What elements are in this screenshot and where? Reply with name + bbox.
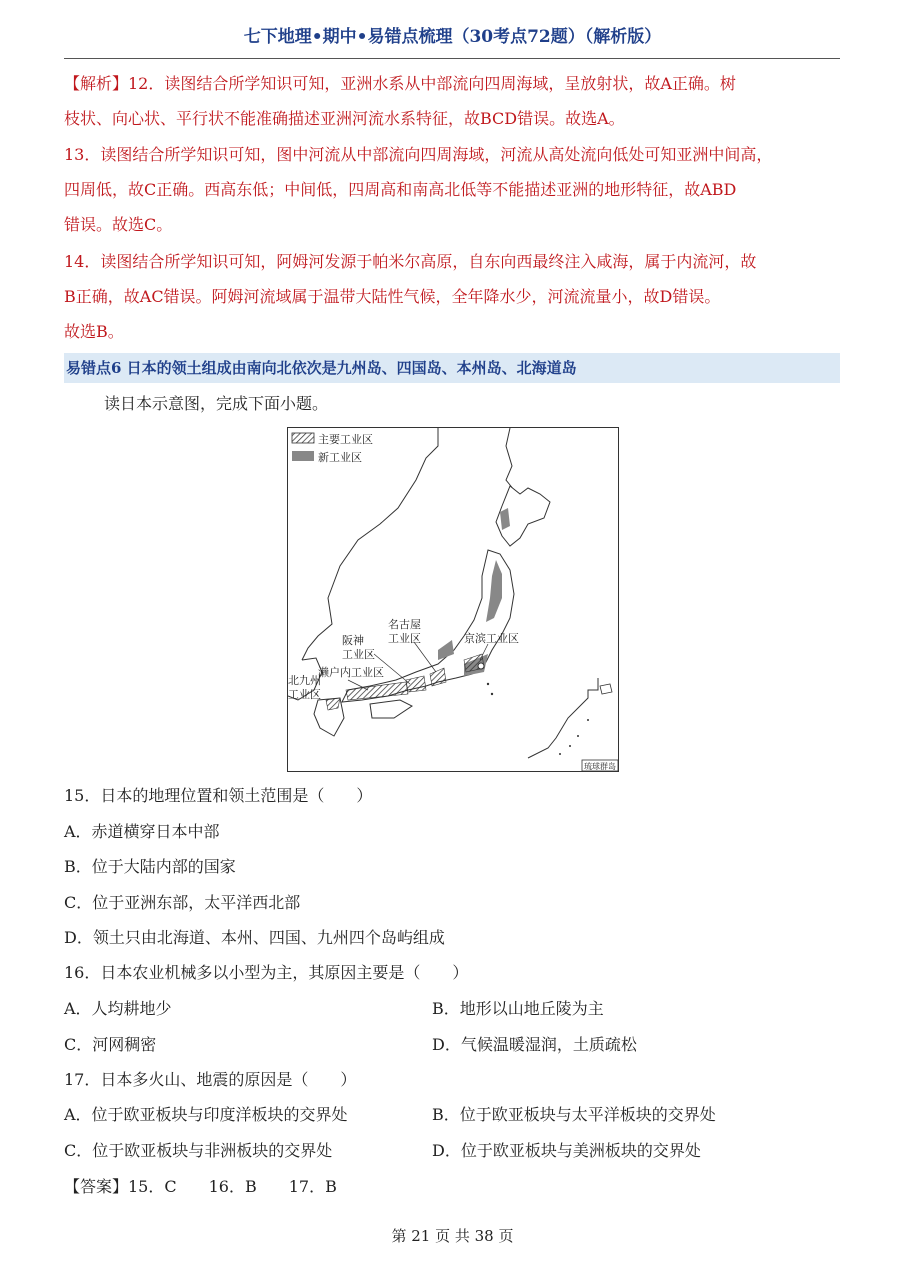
- honshu-island: [342, 550, 514, 702]
- q15-option-b: B．位于大陆内部的国家: [64, 857, 236, 876]
- ryukyu-island-dot: [559, 753, 561, 755]
- ryukyu-island: [600, 684, 612, 694]
- analysis-paragraph-14: [64, 244, 844, 349]
- ryukyu-island-dot: [577, 735, 579, 737]
- page-footer: [0, 1225, 905, 1246]
- hanshin-label-line1: 阪神: [342, 634, 364, 647]
- ryukyu-island-dot: [569, 745, 571, 747]
- header-rule: [64, 58, 840, 59]
- tokyo-marker: [478, 663, 484, 669]
- question-15: 15．日本的地理位置和领土范围是（ ）: [64, 786, 373, 805]
- japan-map-graphic: [288, 428, 618, 771]
- q15-option-a: A．赤道横穿日本中部: [64, 822, 220, 841]
- ryukyu-inset-border: [528, 678, 598, 758]
- q15-option-d: D．领土只由北海道、本州、四国、九州四个岛屿组成: [64, 928, 445, 947]
- legend-new-swatch: [292, 451, 314, 461]
- nagoya-label-line1: 名古屋: [388, 618, 421, 631]
- analysis-line: 枝状、向心状、平行状不能准确描述亚洲河流水系特征，故BCD错误。故选A。: [64, 109, 625, 128]
- page-number: 第 21 页 共 38 页: [391, 1227, 514, 1245]
- q17-option-b: B．位于欧亚板块与太平洋板块的交界处: [432, 1105, 716, 1124]
- analysis-paragraph-13: [64, 137, 844, 242]
- kitakyushu-industrial-area: [326, 698, 340, 710]
- q16-option-c: C．河网稠密: [64, 1035, 157, 1054]
- document-header: 七下地理•期中•易错点梳理（30考点72题）（解析版）: [243, 27, 662, 47]
- q17-option-d: D．位于欧亚板块与美洲板块的交界处: [432, 1141, 701, 1160]
- sakhalin-coastline: [506, 428, 514, 490]
- ryukyu-island-dot: [587, 719, 589, 721]
- nagoya-label-line2: 工业区: [388, 632, 421, 645]
- question-17: 17．日本多火山、地震的原因是（ ）: [64, 1070, 357, 1089]
- q16-option-b: B．地形以山地丘陵为主: [432, 999, 604, 1018]
- analysis-line: 【解析】12．读图结合所学知识可知，亚洲水系从中部流向四周海域，呈放射状，故A正确。树: [64, 74, 736, 93]
- shikoku-island: [370, 700, 412, 718]
- analysis-line: B正确，故AC错误。阿姆河流域属于温带大陆性气候，全年降水少，河流流量小，故D错误。: [64, 287, 721, 306]
- legend-new-label: 新工业区: [318, 451, 362, 464]
- kitakyushu-label-line2: 工业区: [288, 688, 321, 701]
- kitakyushu-label-line1: 北九州: [288, 674, 321, 687]
- q17-option-c: C．位于欧亚板块与非洲板块的交界处: [64, 1141, 333, 1160]
- section-heading: 易错点6 日本的领土组成由南向北依次是九州岛、四国岛、本州岛、北海道岛: [64, 353, 840, 383]
- analysis-line: 四周低，故C正确。西高东低；中间低，四周高和南高北低等不能描述亚洲的地形特征，故ABD: [64, 180, 737, 199]
- analysis-line: 错误。故选C。: [64, 215, 173, 234]
- q16-option-a: A．人均耕地少: [64, 999, 172, 1018]
- legend-main-label: 主要工业区: [318, 433, 373, 446]
- q15-option-c: C．位于亚洲东部，太平洋西北部: [64, 893, 301, 912]
- analysis-line: 故选B。: [64, 322, 124, 341]
- izu-island-dot: [491, 693, 493, 695]
- izu-island-dot: [487, 683, 489, 685]
- answer-key: 【答案】15．C 16．B 17．B: [64, 1177, 337, 1196]
- analysis-line: 13．读图结合所学知识可知，图中河流从中部流向四周海域，河流从高处流向低处可知亚洲中间高，: [64, 145, 773, 164]
- question-16: 16．日本农业机械多以小型为主，其原因主要是（ ）: [64, 963, 469, 982]
- keihin-label: 京滨工业区: [464, 632, 519, 645]
- hanshin-label-line2: 工业区: [342, 648, 375, 661]
- setouchi-label: 濑户内工业区: [318, 666, 384, 679]
- q16-option-d: D．气候温暖湿润，土质疏松: [432, 1035, 637, 1054]
- map-intro: 读日本示意图，完成下面小题。: [104, 394, 329, 413]
- analysis-line: 14．读图结合所学知识可知，阿姆河发源于帕米尔高原，自东向西最终注入咸海，属于内流河，故: [64, 252, 757, 271]
- japan-map: [287, 427, 619, 772]
- nagoya-leader-line: [414, 642, 436, 672]
- ryukyu-label: 琉球群岛: [584, 762, 616, 771]
- legend-main-swatch: [292, 433, 314, 443]
- analysis-paragraph-12: [64, 66, 844, 136]
- q17-option-a: A．位于欧亚板块与印度洋板块的交界处: [64, 1105, 348, 1124]
